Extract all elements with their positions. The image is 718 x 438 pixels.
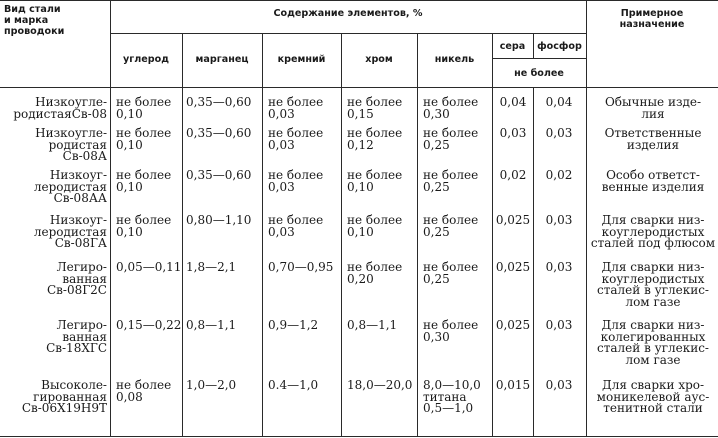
cell-line: коуглеродистых <box>601 224 705 239</box>
cell-si <box>268 380 338 392</box>
cell-line: Легиро- <box>56 260 107 274</box>
col-rule-ni <box>417 33 418 437</box>
cell-line: 0,25 <box>423 224 450 239</box>
cell-p: 0,02 <box>545 168 573 182</box>
purpose-cell <box>588 320 718 366</box>
cell-line: 0,10 <box>116 106 143 121</box>
cell-line: 0,05—0,11 <box>116 260 182 274</box>
cell-line: 0,8—1,1 <box>347 318 398 332</box>
cell-cr <box>347 128 415 151</box>
cell-line: сталей под флюсом <box>590 236 716 250</box>
cell-line: 0,10 <box>347 179 374 194</box>
cell-line: ванная <box>62 329 107 344</box>
cell-line: Высоколе- <box>41 378 107 392</box>
cell-line: 0,08 <box>116 389 143 404</box>
cell-c <box>116 170 180 193</box>
cell-cr <box>347 215 415 238</box>
col-rule-si <box>262 33 263 437</box>
cell-line: коуглеродистых <box>601 271 705 286</box>
cell-line: Для сварки низ- <box>601 213 705 227</box>
cell-mn <box>186 262 260 274</box>
content-group-header: Содержание элементов, % <box>273 8 423 19</box>
cell-s: 0,025 <box>495 260 531 274</box>
cell-line: Низкоугле- <box>35 95 107 109</box>
cell-line: 0.4—1,0 <box>268 378 319 392</box>
steel-name-cell <box>2 320 107 355</box>
cell-si <box>268 320 338 332</box>
cell-line: не более <box>116 126 172 140</box>
column-header-c: углерод <box>122 54 169 65</box>
cell-line: титана <box>423 389 467 404</box>
cell-line: Для сварки низ- <box>601 318 705 332</box>
cell-line: 0,70—0,95 <box>268 260 334 274</box>
cell-si <box>268 215 338 238</box>
cell-line: не более <box>347 95 403 109</box>
cell-line: лом газе <box>625 294 681 309</box>
cell-line: 8,0—10,0 <box>423 378 481 392</box>
cell-line: не более <box>423 260 479 274</box>
cell-line: 0,10 <box>347 224 374 239</box>
cell-line: не более <box>423 213 479 227</box>
steel-header <box>4 4 104 37</box>
cell-ni <box>423 170 490 193</box>
cell-line: не более <box>116 378 172 392</box>
header-bottom-rule <box>0 87 718 88</box>
cell-ni <box>423 380 490 415</box>
column-header-mn: марганец <box>195 54 249 65</box>
cell-line: 0,10 <box>116 137 143 152</box>
cell-line: 0,5—1,0 <box>423 401 474 415</box>
cell-p: 0,03 <box>545 318 573 332</box>
cell-line: колегированных <box>600 329 706 344</box>
cell-line: 0,35—0,60 <box>186 168 252 182</box>
cell-line: сталей в углекис- <box>597 283 709 297</box>
cell-line: венные изделия <box>601 179 705 194</box>
cell-line: 0,25 <box>423 271 450 286</box>
column-header-p: фосфор <box>537 41 582 52</box>
cell-ni <box>423 262 490 285</box>
cell-s: 0,025 <box>495 213 531 227</box>
col-rule-p-body <box>533 87 534 437</box>
col-rule-purpose <box>586 0 587 437</box>
cell-c <box>116 262 180 274</box>
cell-line: 0,20 <box>347 271 374 286</box>
cell-line: лия <box>641 106 665 121</box>
cell-line: 0,8—1,1 <box>186 318 237 332</box>
cell-line: не более <box>423 126 479 140</box>
cell-line: Низкоуг- <box>49 213 107 227</box>
cell-c <box>116 128 180 151</box>
column-header-s: сера <box>499 41 526 52</box>
cell-line: Легиро- <box>56 318 107 332</box>
cell-line: 18,0—20,0 <box>347 378 413 392</box>
cell-line: леродистая <box>33 179 107 194</box>
cell-line: тенитной стали <box>603 401 703 415</box>
cell-line: не более <box>347 126 403 140</box>
cell-line: не более <box>347 260 403 274</box>
steel-header-line: Вид стали <box>4 4 61 15</box>
cell-c <box>116 320 180 332</box>
cell-s: 0,015 <box>495 378 531 392</box>
cell-s: 0,025 <box>495 318 531 332</box>
purpose-cell <box>588 380 718 415</box>
no-more-header: не более <box>514 68 564 79</box>
cell-line: не более <box>268 168 324 182</box>
purpose-header-line: назначение <box>619 19 685 30</box>
cell-line: 1,8—2,1 <box>186 260 237 274</box>
col-rule-cr <box>341 33 342 437</box>
steel-name-cell <box>2 97 107 120</box>
cell-si <box>268 262 338 274</box>
cell-line: лом газе <box>625 352 681 367</box>
cell-line: леродистая <box>33 224 107 239</box>
cell-line: гированная <box>33 389 107 404</box>
column-header-cr: хром <box>365 54 393 65</box>
cell-line: 0,12 <box>347 137 374 152</box>
cell-line: не более <box>423 95 479 109</box>
cell-mn <box>186 170 260 182</box>
cell-line: 0,25 <box>423 137 450 152</box>
cell-line: 0,35—0,60 <box>186 126 252 140</box>
col-rule-mn <box>182 33 183 437</box>
cell-line: Ответственные <box>604 126 702 140</box>
cell-line: не более <box>423 318 479 332</box>
cell-p: 0,03 <box>545 213 573 227</box>
cell-line: не более <box>347 168 403 182</box>
cell-line: моникелевой аус- <box>596 389 710 404</box>
cell-line: не более <box>347 213 403 227</box>
cell-s: 0,03 <box>499 126 527 140</box>
cell-c <box>116 215 180 238</box>
cell-line: Св-06Х19Н9Т <box>21 401 107 415</box>
cell-line: Низкоуг- <box>49 168 107 182</box>
cell-cr <box>347 170 415 193</box>
steel-name-cell <box>2 170 107 205</box>
cell-line: Св-08ГА <box>54 236 107 250</box>
cell-line: не более <box>268 213 324 227</box>
cell-line: Св-08А <box>62 149 107 163</box>
steel-name-cell <box>2 128 107 163</box>
top-rule <box>0 0 718 1</box>
cell-line: 0,10 <box>116 224 143 239</box>
column-header-si: кремний <box>277 54 326 65</box>
cell-line: родистаяСв-08 <box>13 106 107 121</box>
steel-header-line: и марка <box>4 15 49 26</box>
cell-p: 0,03 <box>545 378 573 392</box>
cell-line: не более <box>268 126 324 140</box>
cell-mn <box>186 320 260 332</box>
cell-line: не более <box>268 95 324 109</box>
purpose-cell <box>588 170 718 193</box>
cell-s: 0,04 <box>499 95 527 109</box>
cell-line: не более <box>423 168 479 182</box>
cell-line: 0,03 <box>268 224 295 239</box>
cell-line: 0,15 <box>347 106 374 121</box>
cell-si <box>268 97 338 120</box>
cell-line: 0,03 <box>268 137 295 152</box>
cell-line: не более <box>116 168 172 182</box>
purpose-cell <box>588 128 718 151</box>
purpose-header-line: Примерное <box>620 8 684 19</box>
purpose-cell <box>588 262 718 308</box>
cell-line: Для сварки низ- <box>601 260 705 274</box>
cell-line: 0,25 <box>423 179 450 194</box>
cell-line: Св-18ХГС <box>46 341 107 355</box>
cell-cr <box>347 97 415 120</box>
cell-line: 0,10 <box>116 179 143 194</box>
cell-ni <box>423 97 490 120</box>
cell-line: не более <box>116 213 172 227</box>
cell-mn <box>186 128 260 140</box>
cell-p: 0,03 <box>545 260 573 274</box>
cell-line: 0,15—0,22 <box>116 318 182 332</box>
cell-line: 0,80—1,10 <box>186 213 252 227</box>
cell-line: 0,30 <box>423 106 450 121</box>
bottom-rule <box>0 436 718 437</box>
cell-line: ванная <box>62 271 107 286</box>
cell-s: 0,02 <box>499 168 527 182</box>
cell-ni <box>423 215 490 238</box>
cell-line: 0,30 <box>423 329 450 344</box>
cell-ni <box>423 320 490 343</box>
cell-mn <box>186 215 260 227</box>
cell-line: сталей в углекис- <box>597 341 709 355</box>
cell-p: 0,03 <box>545 126 573 140</box>
cell-c <box>116 97 180 120</box>
no-more-rule <box>492 58 586 59</box>
steel-name-cell <box>2 380 107 415</box>
cell-line: родистая <box>48 137 107 152</box>
cell-line: 0,03 <box>268 179 295 194</box>
cell-cr <box>347 262 415 285</box>
cell-line: Обычные изде- <box>604 95 702 109</box>
steel-name-cell <box>2 215 107 250</box>
cell-line: 0,03 <box>268 106 295 121</box>
col-rule-steel <box>110 0 111 437</box>
steel-header-line: проводоки <box>4 26 65 37</box>
cell-line: Для сварки хро- <box>601 378 705 392</box>
cell-line: 0,9—1,2 <box>268 318 319 332</box>
cell-line: Низкоугле- <box>35 126 107 140</box>
column-header-ni: никель <box>434 54 475 65</box>
col-rule-s <box>492 33 493 437</box>
cell-line: Св-08АА <box>53 191 107 205</box>
cell-line: не более <box>116 95 172 109</box>
cell-si <box>268 128 338 151</box>
cell-si <box>268 170 338 193</box>
cell-ni <box>423 128 490 151</box>
cell-line: Особо ответст- <box>606 168 700 182</box>
cell-mn <box>186 380 260 392</box>
purpose-header <box>586 8 718 30</box>
cell-cr <box>347 320 415 332</box>
cell-line: 0,35—0,60 <box>186 95 252 109</box>
purpose-cell <box>588 97 718 120</box>
purpose-cell <box>588 215 718 250</box>
cell-c <box>116 380 180 403</box>
cell-p: 0,04 <box>545 95 573 109</box>
cell-line: 1,0—2,0 <box>186 378 237 392</box>
cell-mn <box>186 97 260 109</box>
steel-name-cell <box>2 262 107 297</box>
cell-line: Св-08Г2С <box>46 283 107 297</box>
cell-line: изделия <box>626 137 680 152</box>
cell-cr <box>347 380 415 392</box>
